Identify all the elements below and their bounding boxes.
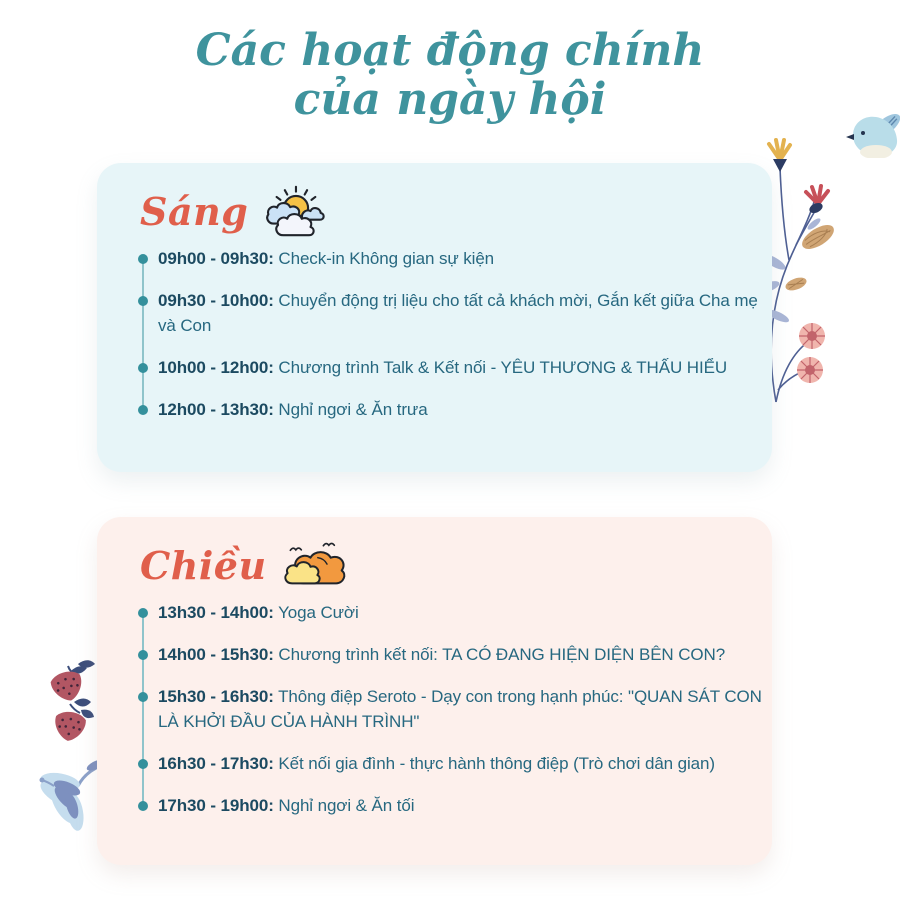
afternoon-card (97, 517, 772, 865)
afternoon-heading: Chiều (140, 542, 267, 588)
schedule-item (138, 751, 764, 776)
item-time: 10h00 - 12h00: (158, 358, 274, 377)
timeline-bullet (138, 405, 148, 415)
item-text: Chuyển động trị liệu cho tất cả khách mời, Gắn kết giữa Cha mẹ và Con (158, 291, 758, 335)
item-time: 16h30 - 17h30: (158, 754, 274, 773)
schedule-item (138, 793, 764, 818)
morning-card (97, 163, 772, 472)
item-text: Chương trình Talk & Kết nối - YÊU THƯƠNG & THẤU HIỂU (278, 358, 727, 377)
morning-heading: Sáng (140, 188, 249, 234)
item-text: Chương trình kết nối: TA CÓ ĐANG HIỆN DIỆN BÊN CON? (278, 645, 726, 664)
item-text: Nghỉ ngơi & Ăn tối (278, 796, 415, 815)
sun-clouds-icon (264, 183, 326, 239)
schedule-item (138, 600, 764, 625)
timeline-bullet (138, 254, 148, 264)
schedule-item (138, 397, 764, 422)
morning-header (138, 185, 764, 237)
item-time: 13h30 - 14h00: (158, 603, 274, 622)
item-time: 12h00 - 13h30: (158, 400, 274, 419)
item-time: 09h00 - 09h30: (158, 249, 274, 268)
timeline-bullet (138, 296, 148, 306)
title-line-1: Các hoạt động chính (195, 25, 705, 76)
morning-timeline (138, 246, 764, 422)
title-line-2: của ngày hội (293, 74, 607, 125)
schedule-item (138, 355, 764, 380)
page-title (0, 26, 900, 124)
item-time: 15h30 - 16h30: (158, 687, 274, 706)
timeline-bullet (138, 759, 148, 769)
timeline-bullet (138, 692, 148, 702)
timeline-bullet (138, 650, 148, 660)
schedule-item (138, 684, 764, 734)
sunset-clouds-icon (283, 537, 349, 593)
schedule-item (138, 288, 764, 338)
item-text: Check-in Không gian sự kiện (278, 249, 495, 268)
item-time: 09h30 - 10h00: (158, 291, 274, 310)
item-time: 17h30 - 19h00: (158, 796, 274, 815)
timeline-bullet (138, 608, 148, 618)
item-text: Yoga Cười (278, 603, 359, 622)
timeline-bullet (138, 801, 148, 811)
item-text: Thông điệp Seroto - Dạy con trong hạnh phúc: "QUAN SÁT CON LÀ KHỞI ĐẦU CỦA HÀNH TRÌNH" (158, 687, 762, 731)
schedule-item (138, 246, 764, 271)
afternoon-header (138, 539, 764, 591)
item-text: Nghỉ ngơi & Ăn trưa (278, 400, 428, 419)
item-text: Kết nối gia đình - thực hành thông điệp (Trò chơi dân gian) (278, 754, 715, 773)
schedule-item (138, 642, 764, 667)
item-time: 14h00 - 15h30: (158, 645, 274, 664)
timeline-bullet (138, 363, 148, 373)
afternoon-timeline (138, 600, 764, 818)
